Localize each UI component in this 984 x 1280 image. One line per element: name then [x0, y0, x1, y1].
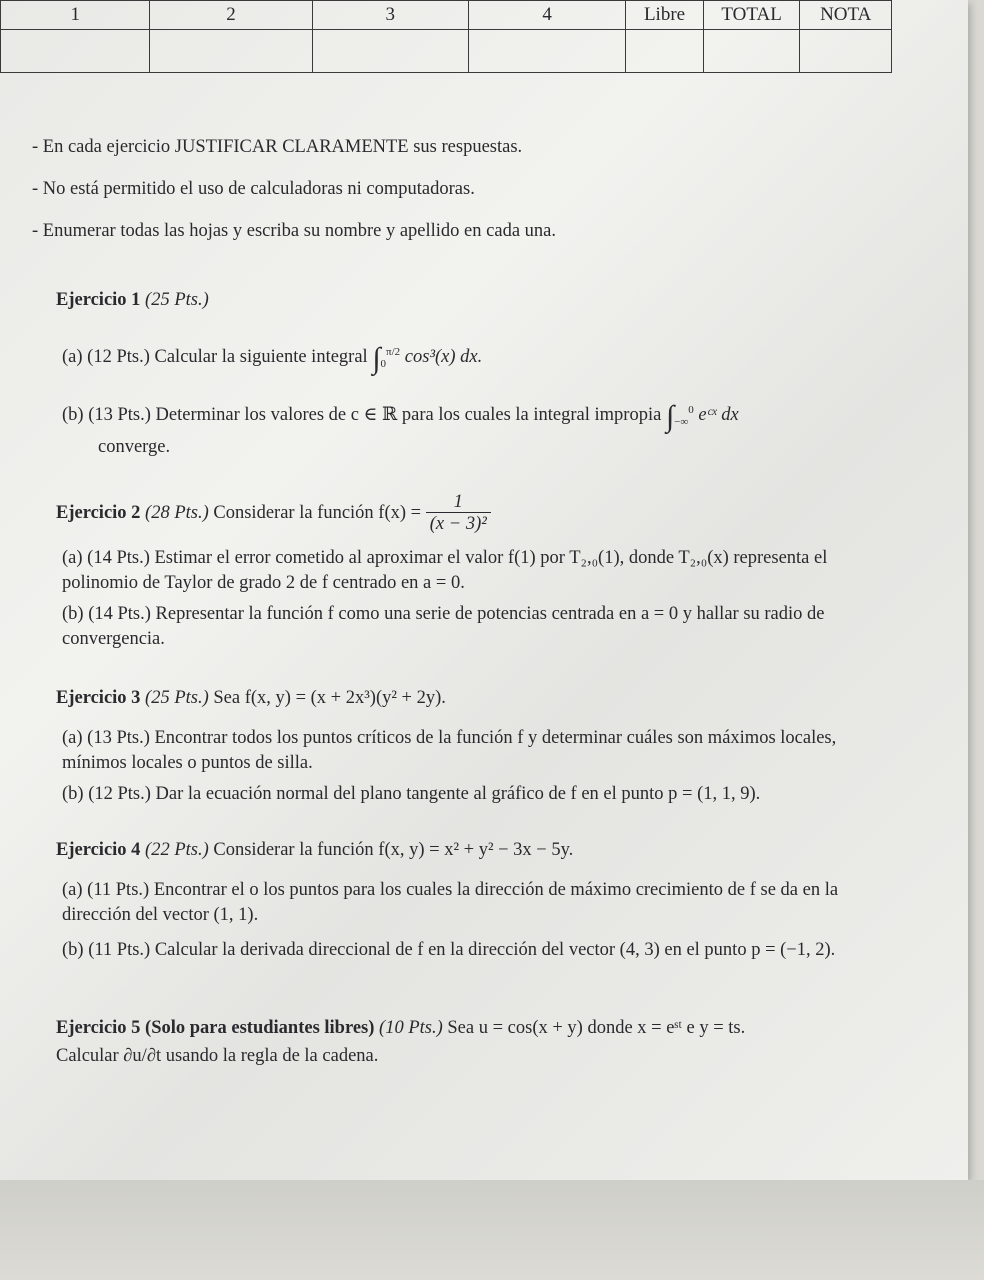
item-label: (a)	[62, 347, 83, 368]
item-points: (14 Pts.)	[88, 604, 151, 624]
instruction-item: - Enumerar todas las hojas y escriba su nombre y apellido en cada una.	[32, 221, 556, 241]
exercise-points: (22 Pts.)	[145, 840, 209, 860]
exercise-intro: Considerar la función f(x) =	[213, 502, 422, 523]
item-points: (13 Pts.)	[87, 728, 150, 748]
exercise-2-heading	[56, 492, 886, 535]
grade-cell	[468, 30, 625, 73]
exercise-3-heading	[56, 686, 886, 711]
item-text: Encontrar todos los puntos críticos de la función f y determinar cuáles son máximos locales, mínimos locales o puntos de silla.	[62, 728, 837, 773]
instructions	[32, 126, 932, 252]
grade-header-nota: NOTA	[800, 1, 892, 30]
exercise-intro: Considerar la función f(x, y) = x² + y² − 3x − 5y.	[213, 840, 574, 860]
item-points: (13 Pts.)	[88, 405, 151, 426]
exercise-5-body	[56, 1044, 886, 1069]
item-points: (12 Pts.)	[88, 784, 151, 804]
exercise-points: (25 Pts.)	[145, 290, 209, 310]
grade-header-4: 4	[468, 1, 625, 30]
grade-header-libre: Libre	[626, 1, 704, 30]
item-label: (b)	[62, 784, 84, 804]
item-label: (a)	[62, 728, 83, 748]
item-text: Representar la función f como una serie de potencias centrada en a = 0 y hallar su radio de convergencia.	[62, 604, 825, 649]
grade-cell	[626, 30, 704, 73]
grade-header-2: 2	[150, 1, 312, 30]
instruction-item: - No está permitido el uso de calculadoras ni computadoras.	[32, 179, 475, 199]
exercise-4a	[62, 878, 884, 928]
grade-cell	[312, 30, 468, 73]
integral-sign: ∫	[372, 342, 381, 376]
item-text: Encontrar el o los puntos para los cuales la dirección de máximo crecimiento de f se da en la dirección del vector (1, 1).	[62, 880, 839, 925]
exercise-4-heading	[56, 838, 886, 863]
grade-cell	[703, 30, 800, 73]
fraction	[426, 492, 491, 535]
item-text: Calcular la derivada direccional de f en la dirección del vector (4, 3) en el punto p = (−1, 2).	[154, 940, 836, 960]
exercise-title: Ejercicio 3	[56, 688, 141, 708]
exercise-points: (10 Pts.)	[379, 1018, 443, 1038]
integral-lower-limit: 0	[380, 357, 387, 370]
exercise-5-heading	[56, 1016, 886, 1041]
item-points: (11 Pts.)	[87, 880, 150, 900]
exercise-points: (25 Pts.)	[145, 688, 209, 708]
item-text: Determinar los valores de c ∈ ℝ para los cuales la integral impropia	[155, 405, 662, 426]
integrand: cos³(x) dx.	[404, 347, 483, 368]
grade-header-1: 1	[1, 1, 150, 30]
item-points: (11 Pts.)	[88, 940, 151, 960]
exercise-text: Calcular ∂u/∂t usando la regla de la cadena.	[56, 1046, 379, 1066]
exercise-intro: Sea f(x, y) = (x + 2x³)(y² + 2y).	[213, 688, 446, 708]
item-text: Dar la ecuación normal del plano tangente al gráfico de f en el punto p = (1, 1, 9).	[155, 784, 761, 804]
item-text-continued: converge.	[98, 436, 171, 457]
exercise-intro: Sea u = cos(x + y) donde x = eˢᵗ e y = ts.	[447, 1018, 746, 1038]
item-label: (b)	[62, 940, 84, 960]
integral-lower-limit: −∞	[674, 415, 689, 428]
grade-header-3: 3	[312, 1, 468, 30]
item-text: Calcular la siguiente integral	[154, 347, 368, 368]
exercise-title: Ejercicio 1	[56, 290, 141, 310]
exercise-2a	[62, 546, 884, 596]
exercise-3a	[62, 726, 884, 776]
instruction-item: - En cada ejercicio JUSTIFICAR CLARAMENTE sus respuestas.	[32, 137, 523, 157]
exercise-title: Ejercicio 5 (Solo para estudiantes libres)	[56, 1018, 375, 1038]
integral-upper-limit: π/2	[386, 346, 401, 358]
fraction-denominator: (x − 3)²	[429, 514, 487, 534]
exercise-2b	[62, 602, 884, 652]
item-points: (14 Pts.)	[87, 548, 150, 568]
exercise-title: Ejercicio 2	[56, 502, 141, 523]
grade-cell	[800, 30, 892, 73]
exercise-3b	[62, 782, 884, 807]
exercise-1a	[62, 340, 884, 377]
exercise-4b	[62, 938, 884, 963]
grade-header-total: TOTAL	[703, 1, 800, 30]
exercise-1b	[62, 398, 884, 460]
table-surface	[0, 1180, 984, 1280]
integral-upper-limit: 0	[688, 404, 694, 416]
grade-table-header-row	[1, 1, 892, 30]
exercise-1-heading	[56, 288, 886, 313]
item-label: (b)	[62, 604, 84, 624]
item-label: (b)	[62, 405, 84, 426]
grade-table-score-row	[1, 30, 892, 73]
exercise-title: Ejercicio 4	[56, 840, 141, 860]
grade-table	[0, 0, 892, 73]
item-label: (a)	[62, 880, 83, 900]
exercise-points: (28 Pts.)	[145, 502, 209, 523]
grade-cell	[1, 30, 150, 73]
integrand: eᶜˣ dx	[698, 405, 739, 426]
fraction-numerator: 1	[426, 492, 491, 513]
item-label: (a)	[62, 548, 83, 568]
item-points: (12 Pts.)	[87, 347, 150, 368]
item-text: Estimar el error cometido al aproximar el valor f(1) por T₂,₀(1), donde T₂,₀(x) representa el polinomio de Taylor de grado 2 de f centrado en a = 0.	[62, 548, 828, 593]
integral-sign: ∫	[665, 400, 675, 434]
grade-cell	[150, 30, 312, 73]
